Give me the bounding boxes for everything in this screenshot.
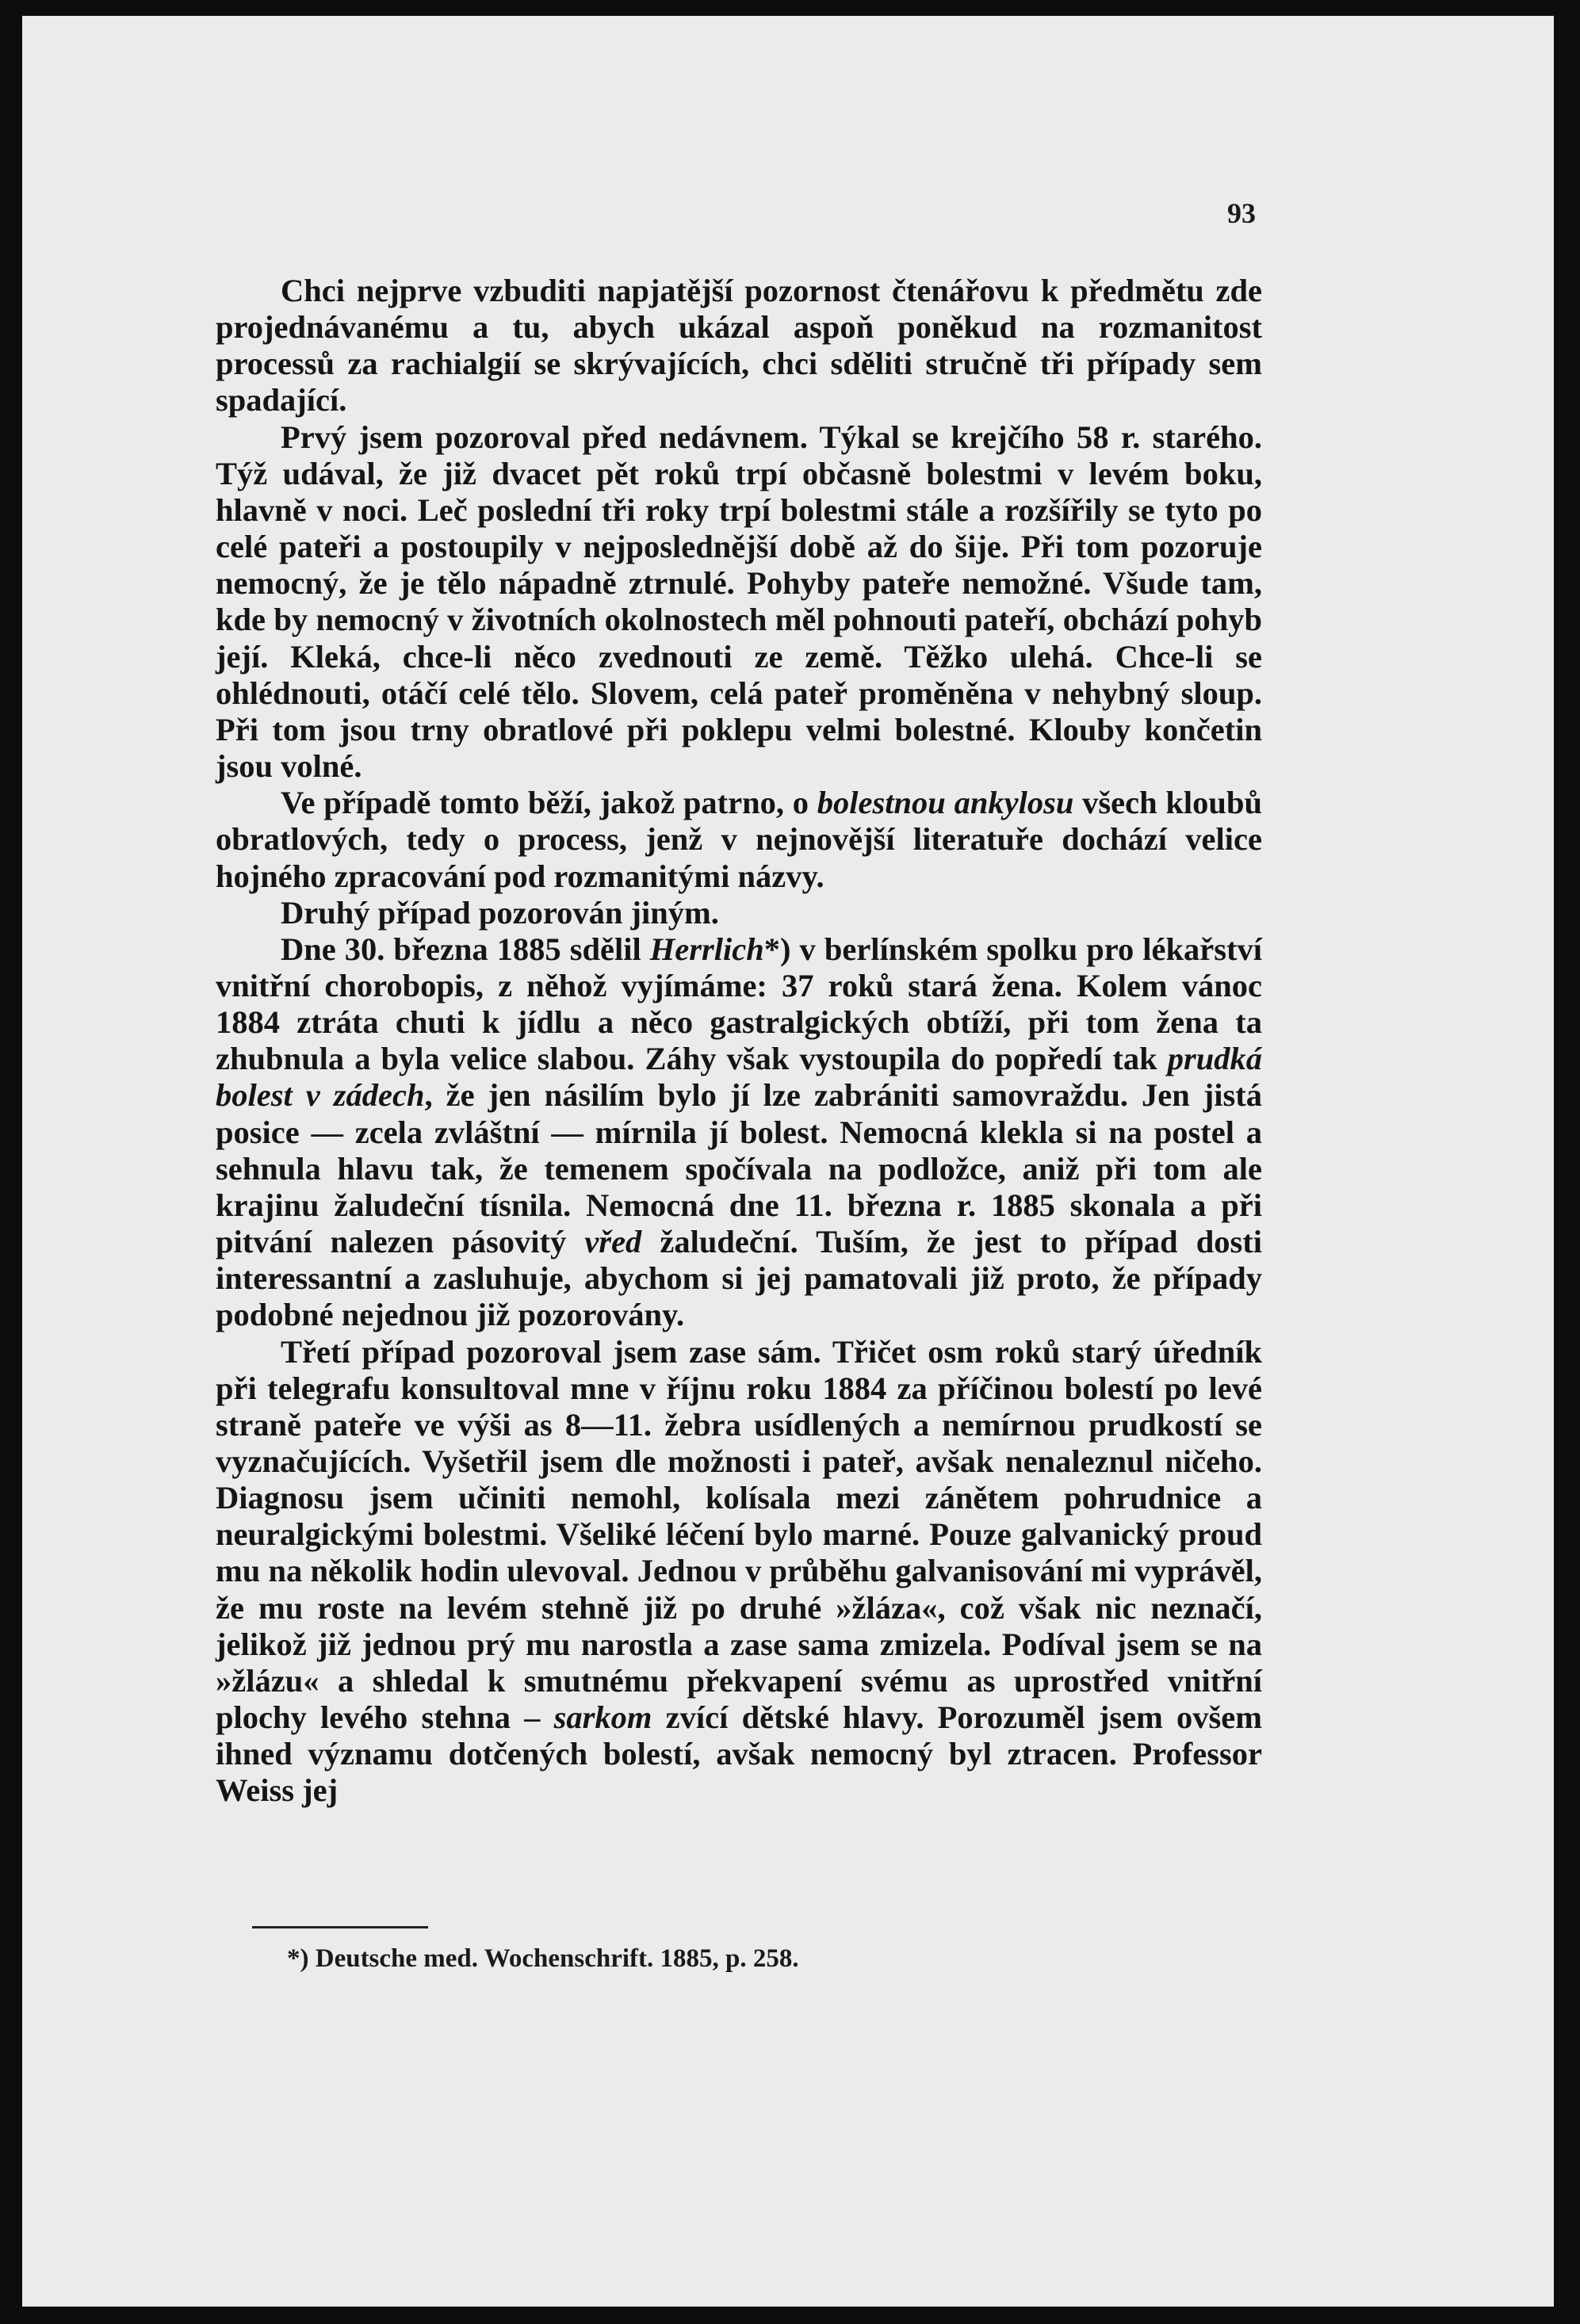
text-run: Třetí případ pozoroval jsem zase sám. Třičet osm roků starý úředník při telegrafu konsultoval mne v říjnu roku 1884 za příčinou bolestí po levé straně pateře ve výši as 8—11. žebra usídlených a nemírnou prudkostí se vyznačujících. Vyšetřil jsem dle možnosti i pateř, avšak nenaleznul ničeho. Diagnosu jsem učiniti nemohl, kolísala mezi zánětem pohrudnice a neuralgickými bolestmi. Všeliké léčení bylo marné. Pouze galvanický proud mu na několik hodin ulevoval. Jednou v průběhu galvanisování mi vyprávěl, že mu roste na levém stehně již po druhé »žláza«, což však nic neznačí, jelikož již jednou prý mu narostla a zase sama zmizela. Podíval jsem se na »žlázu« a shledal k smutnému překvapení svému as uprostřed vnitřní plochy levého stehna – — [216, 1333, 1262, 1736]
text-run: Chci nejprve vzbuditi napjatější pozornost čtenářovu k předmětu zde projednávanému a tu, abych ukázal aspoň poněkud na rozmanitost processů za rachialgií se skrývajících, chci sděliti stručně tři případy sem spadající. — [216, 273, 1262, 419]
emphasis-run: vřed — [584, 1224, 642, 1260]
footnote: *) Deutsche med. Wochenschrift. 1885, p. 258. — [287, 1944, 799, 1973]
text-run: Ve případě tomto běží, jakož patrno, o — [281, 785, 817, 821]
paragraph — [216, 273, 1262, 419]
paragraph — [216, 1334, 1262, 1810]
paragraph — [216, 895, 1262, 931]
text-run: Dne 30. března 1885 sdělil — [281, 931, 650, 967]
emphasis-run: sarkom — [553, 1699, 652, 1736]
emphasis-run: prudká bolest v zádech — [216, 1041, 1262, 1114]
emphasis-run: Herrlich — [649, 931, 764, 967]
body-text — [216, 273, 1262, 1810]
text-run: všech kloubů obratlových, tedy o process, jenž v nejnovější literatuře dochází velice hojného zpracování pod rozmanitými názvy. — [216, 785, 1262, 894]
text-run: zvící dětské hlavy. Porozuměl jsem ovšem ihned významu dotčených bolestí, avšak nemocný byl ztracen. Professor Weiss jej — [216, 1699, 1262, 1809]
paragraph — [216, 785, 1262, 894]
text-run: Druhý případ pozorován jiným. — [281, 894, 719, 931]
text-run: , že jen násilím bylo jí lze zabrániti samovraždu. Jen jistá posice — zcela zvláštní — mírnila jí bolest. Nemocná klekla si na postel a sehnula hlavu tak, že temenem spočívala na podložce, aniž při tom ale krajinu žaludeční tísnila. Nemocná dne 11. března r. 1885 skonala a při pitvání nalezen pásovitý — [216, 1077, 1262, 1260]
paragraph — [216, 931, 1262, 1334]
paragraph — [216, 419, 1262, 785]
text-run: žaludeční. Tuším, že jest to případ dosti interessantní a zasluhuje, abychom si jej pamatovali již proto, že případy podobné nejednou již pozorovány. — [216, 1224, 1262, 1333]
footnote-rule — [252, 1926, 428, 1928]
page-number: 93 — [1227, 197, 1256, 229]
text-run: Prvý jsem pozoroval před nedávnem. Týkal se krejčího 58 r. starého. Týž udával, že již dvacet pět roků trpí občasně bolestmi v levém boku, hlavně v noci. Leč poslední tři roky trpí bolestmi stále a rozšířily se tyto po celé pateři a postoupily v nejposlednější době až do šije. Při tom pozoruje nemocný, že je tělo nápadně ztrnulé. Pohyby pateře nemožné. Všude tam, kde by nemocný v životních okolnostech měl pohnouti pateří, obchází pohyb její. Kleká, chce-li něco zvednouti ze země. Těžko ulehá. Chce-li se ohlédnouti, otáčí celé tělo. Slovem, celá pateř proměněna v nehybný sloup. Při tom jsou trny obratlové při poklepu velmi bolestné. Klouby končetin jsou volné. — [216, 419, 1262, 785]
emphasis-run: bolestnou ankylosu — [817, 785, 1074, 821]
text-run: *) v berlínském spolku pro lékařství vnitřní chorobopis, z něhož vyjímáme: 37 roků stará žena. Kolem vánoc 1884 ztráta chuti k jídlu a něco gastralgických obtíží, při tom žena ta zhubnula a byla velice slabou. Záhy však vystoupila do popředí tak — [216, 931, 1262, 1077]
